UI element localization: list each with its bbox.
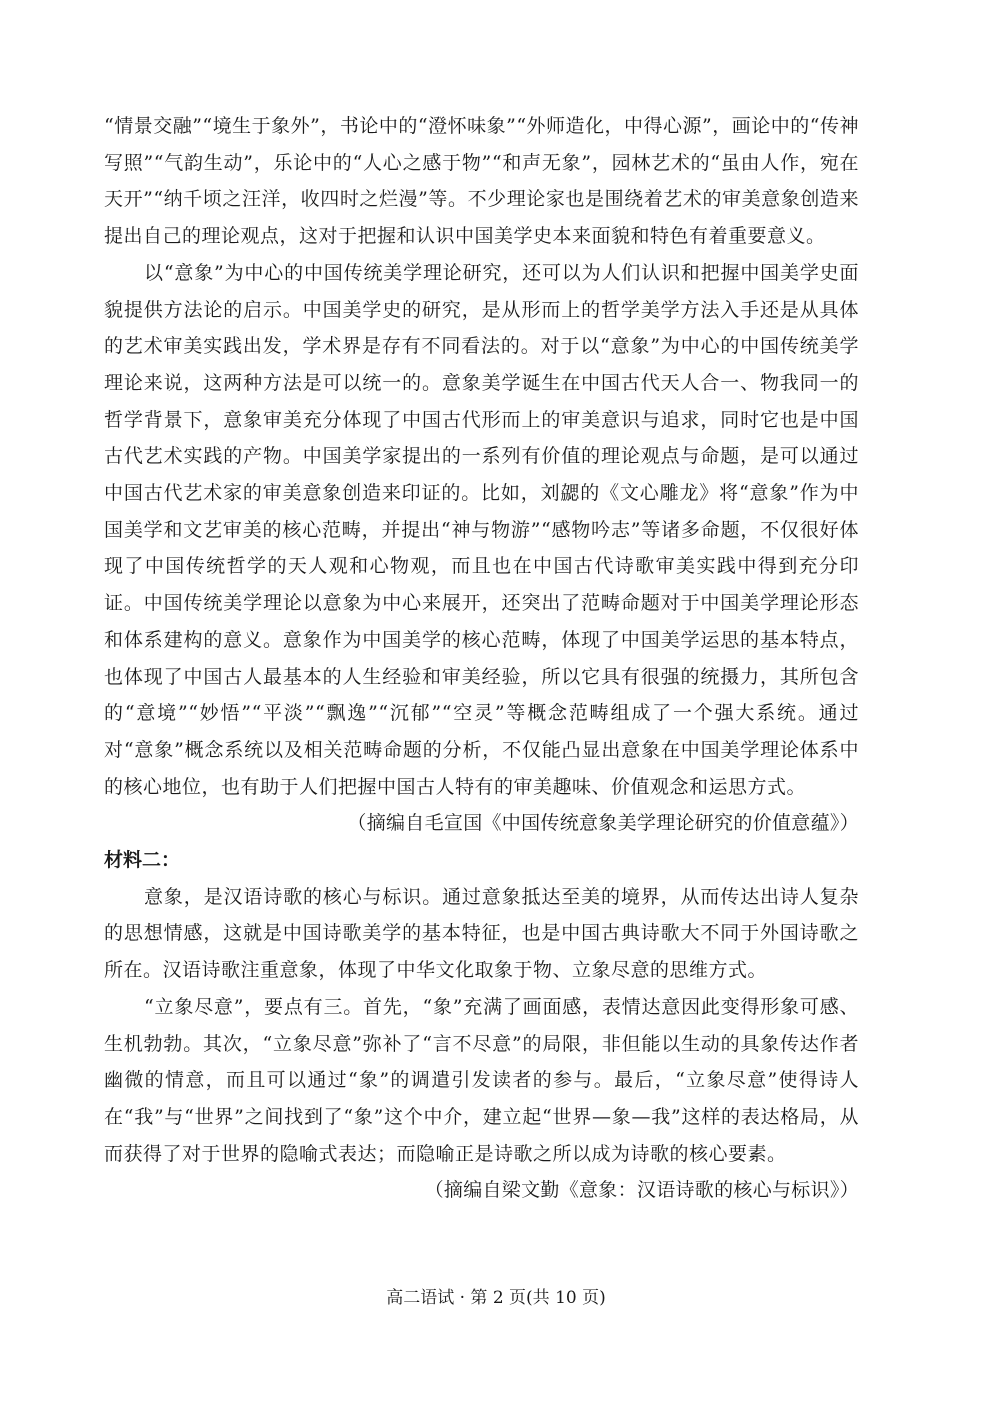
material2-paragraph-1: 意象，是汉语诗歌的核心与标识。通过意象抵达至美的境界，从而传达出诗人复杂的思想情感，这就是中国诗歌美学的基本特征，也是中国古典诗歌大不同于外国诗歌之所在。汉语诗歌注重意象，体现了中华文化取象于物、立象尽意的思维方式。 <box>104 885 859 982</box>
material2-source: （摘编自梁文勤《意象：汉语诗歌的核心与标识》） <box>424 1179 859 1202</box>
page-footer: 高二语试 · 第 2 页(共 10 页) <box>386 1288 606 1308</box>
material1-paragraph-2: 以“意象”为中心的中国传统美学理论研究，还可以为人们认识和把握中国美学史面貌提供方法论的启示。中国美学史的研究，是从形而上的哲学美学方法入手还是从具体的艺术审美实践出发，学术界是存有不同看法的。对于以“意象”为中心的中国传统美学理论来说，这两种方法是可以统一的。意象美学诞生在中国古代天人合一、物我同一的哲学背景下，意象审美充分体现了中国古代形而上的审美意识与追求，同时它也是中国古代艺术实践的产物。中国美学家提出的一系列有价值的理论观点与命题，是可以通过中国古代艺术家的审美意象创造来印证的。比如，刘勰的《文心雕龙》将“意象”作为中国美学和文艺审美的核心范畴，并提出“神与物游”“感物吟志”等诸多命题，不仅很好体现了中国传统哲学的天人观和心物观，而且也在中国古代诗歌审美实践中得到充分印证。中国传统美学理论以意象为中心来展开，还突出了范畴命题对于中国美学理论形态和体系建构的意义。意象作为中国美学的核心范畴，体现了中国美学运思的基本特点，也体现了中国古人最基本的人生经验和审美经验，所以它具有很强的统摄力，其所包含的“意境”“妙悟”“平淡”“飘逸”“沉郁”“空灵”等概念范畴组成了一个强大系统。通过对“意象”概念系统以及相关范畴命题的分析，不仅能凸显出意象在中国美学理论体系中的核心地位，也有助于人们把握中国古人特有的审美趣味、价值观念和运思方式。 <box>104 261 859 798</box>
material2-heading: 材料二： <box>104 849 181 872</box>
material1-source: （摘编自毛宣国《中国传统意象美学理论研究的价值意蕴》） <box>347 812 859 835</box>
material1-paragraph-continued: “情景交融”“境生于象外”，书论中的“澄怀味象”“外师造化，中得心源”，画论中的“传神写照”“气韵生动”，乐论中的“人心之感于物”“和声无象”，园林艺术的“虽由人作，宛在天开”“纳千顷之汪洋，收四时之烂漫”等。不少理论家也是围绕着艺术的审美意象创造来提出自己的理论观点，这对于把握和认识中国美学史本来面貌和特色有着重要意义。 <box>104 115 859 248</box>
page-content <box>104 108 859 1209</box>
material2-paragraph-2: “立象尽意”，要点有三。首先，“象”充满了画面感，表情达意因此变得形象可感、生机勃勃。其次，“立象尽意”弥补了“言不尽意”的局限，非但能以生动的具象传达作者幽微的情意，而且可以通过“象”的调遣引发读者的参与。最后，“立象尽意”使得诗人在“我”与“世界”之间找到了“象”这个中介，建立起“世界—象—我”这样的表达格局，从而获得了对于世界的隐喻式表达；而隐喻正是诗歌之所以成为诗歌的核心要素。 <box>104 995 859 1165</box>
